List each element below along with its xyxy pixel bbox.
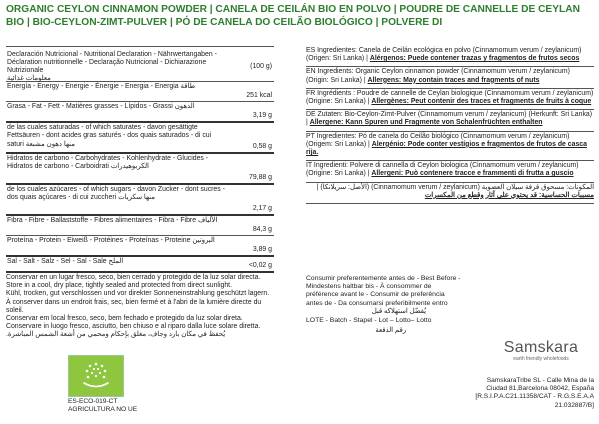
allergen-warning: Allergens: May contain traces and fragments of nuts	[367, 76, 540, 84]
address-line: 21.032887/B]	[554, 401, 594, 409]
nutrition-row-fibre	[6, 216, 274, 236]
storage-line: À conserver dans un endroit frais, sec, bien fermé et à l'abri de la lumière directe du soleil.	[6, 298, 262, 314]
nutrition-row-saturates	[6, 123, 274, 154]
nutrition-row-salt	[6, 257, 274, 273]
ingredients-ar	[306, 183, 594, 204]
allergen-warning: مسببات الحساسية: قد يحتوي على آثار وقطع من المكسرات	[424, 191, 594, 199]
ingredients-text: IT Ingredienti: Polvere di cannella di Ceylon biologica (Cinnamomum verum / zeylanicum) (Origine: Sri Lanka) |	[306, 162, 579, 178]
address-line: [R.S.I.P.A.C21.11358/CAT - R.G.S.E.A.A	[475, 393, 594, 401]
ingredients-text: FR Ingrédients : Poudre de cannelle de Ceylan biologique (Cinnamomum verum / zeylanicum) (Origine: Sri Lanka) |	[306, 89, 594, 106]
allergen-warning: Alergénio: Pode conter vestígios e fragmentos de frutos de casca rija.	[306, 140, 587, 157]
nutrition-row-arabic: الكربوهيدرات	[110, 163, 149, 171]
best-before-arabic: يُفضّل استهلاكه قبل	[371, 307, 426, 315]
storage-line: Conservare in luogo fresco, asciutto, ben chiuso e al riparo dalla luce solare diretta.	[6, 323, 261, 331]
nutrition-row-value: 3,89 g	[252, 245, 272, 253]
ingredients-text: ES Ingredientes: Canela de Ceilán ecológica en polvo (Cinnamomum verum / zeylanicum) (Origen: Sri Lanka) |	[306, 47, 582, 63]
nutrition-row-arabic: الملح	[108, 258, 124, 265]
nutrition-row-value: 84,3 g	[252, 225, 272, 233]
best-before-block	[306, 275, 476, 335]
allergen-warning: Allergeni: Può contenere tracce e frammenti di frutta a guscio	[371, 170, 574, 178]
allergen-warning: Alérgenos: Puede contener trazas y fragmentos de frutos secos	[369, 55, 580, 63]
organic-certification	[68, 398, 137, 414]
nutrition-row-label: Proteína - Protein - Eiweiß - Protéines - Proteínas - Proteine	[7, 237, 191, 244]
storage-arabic: يُحفظ في مكان بارد وجاف، مغلق بإحكام ومحمي من أشعة الشمس المباشرة.	[6, 331, 226, 339]
nutrition-row-label: de los cuales azúcares - of which sugars - davon Zucker - dont sucres - dos quais açúcares - di cui zuccheri	[7, 186, 225, 202]
storage-line: Kühl, trocken, gut verschlossen und vor direkter Sonneneinstrahlung geschützt lagern.	[6, 290, 270, 298]
nutrition-row-carbohydrates	[6, 154, 274, 185]
storage-line: Store in a cool, dry place, tightly sealed and protected from direct sunlight.	[6, 282, 232, 290]
address-line: Ciudad 81,Barcelona 08042, España	[486, 385, 594, 393]
nutrition-row-value: 2,17 g	[252, 204, 272, 212]
nutrition-row-label: Fibra - Fibre - Ballaststoffe - Fibres alimentaires - Fibra - Fibre	[7, 217, 197, 224]
brand-name: Samskara	[503, 339, 579, 356]
nutrition-row-label: de las cuales saturadas - of which saturates - davon gesättigte Fettsäuren - dont acides gras saturés - dos quais saturados - di cui saturi	[7, 124, 212, 148]
allergen-warning: Allergènes: Peut contenir des traces et fragments de fruits à coque	[371, 98, 592, 106]
ingredients-es	[306, 46, 594, 67]
storage-instructions	[6, 274, 274, 340]
nutrition-row-value: 251 kcal	[246, 91, 272, 99]
eu-organic-logo-icon	[68, 355, 124, 397]
nutrition-row-value: 0,58 g	[252, 142, 272, 150]
nutrition-row-arabic: الدهون	[174, 103, 195, 110]
best-before-line: Consumir preferentemente antes de - Best Before -	[306, 275, 461, 282]
certification-origin: AGRICULTURA NO UE	[68, 406, 138, 413]
nutrition-row-value: 79,88 g	[249, 173, 272, 181]
nutrition-row-arabic: الألياف	[197, 217, 218, 224]
lot-arabic: رقم الدفعة	[375, 327, 406, 335]
ingredients-text: EN Ingredients: Organic Ceylon cinnamon powder (Cinnamomum verum / zeylanicum) (Origin: Sri Lanka) |	[306, 68, 570, 84]
nutrition-row-value: 3,19 g	[252, 111, 272, 119]
nutrition-header	[6, 46, 274, 82]
nutrition-row-label: Energía - Energy - Energie - Énergie - Energia - Energia	[7, 83, 179, 90]
nutrition-header-arabic: معلومات غذائية	[7, 75, 51, 83]
ingredients-list	[306, 46, 594, 204]
nutrition-table	[6, 46, 274, 273]
certification-code: ES-ECO-019-CT	[68, 398, 118, 405]
best-before-line: Mindestens haltbar bis - À consommer de	[306, 283, 432, 291]
ingredients-it	[306, 161, 594, 182]
address-line: SamskaraTribe SL - Calle Mina de la	[486, 377, 594, 384]
nutrition-row-sugars	[6, 185, 274, 216]
ingredients-text: DE Zutaten: Bio-Ceylon-Zimt-Pulver (Cinnamomum verum / zeylanicum) (Herkunft: Sri Lanka) |	[306, 111, 593, 127]
nutrition-header-text: Declaración Nutricional - Nutritional Declaration - Nährwertangaben - Déclaration nutritionnelle - Declaração Nutricional - Dichiarazione Nutrizionale	[7, 51, 217, 75]
storage-line: Conservar em local fresco, seco, bem fechado e protegido da luz solar direta.	[6, 315, 243, 323]
brand-tagline: earth friendly wholefoods	[513, 356, 569, 362]
nutrition-row-label: Sal - Salt - Salz - Sel - Sal - Sale	[7, 258, 107, 265]
ingredients-text: المكونات: مسحوق قرفة سيلان العضوية (Cinnamomum verum / zeylanicum) (الأصل: سريلانكا) |	[316, 183, 594, 191]
product-title: ORGANIC CEYLON CINNAMON POWDER | CANELA DE CEILÁN BIO EN POLVO | POUDRE DE CANNELLE DE CEYLAN BIO | BIO-CEYLON-ZIMT-PULVER | PÓ DE CANELA DO CEILÃO BIOLÓGICO | POLVERE DI	[6, 4, 580, 28]
ingredients-text: PT Ingredientes: Pó de canela do Ceilão biológico (Cinnamomum verum / zeylanicum) (Origem: Sri Lanka) |	[306, 132, 570, 148]
ingredients-fr	[306, 89, 594, 110]
brand-logo	[488, 339, 594, 362]
ingredients-de	[306, 110, 594, 131]
nutrition-row-arabic: منها دهون مشبعة	[25, 140, 75, 148]
allergen-warning: Allergene: Kann Spuren und Fragmente von Schalenfrüchten enthalten	[309, 119, 543, 127]
nutrition-header-label	[7, 51, 217, 83]
nutrition-header-amount: (100 g)	[250, 63, 272, 70]
best-before-line: préférence avant le - Consumir de preferência	[306, 291, 445, 299]
storage-line: Conservar en un lugar fresco, seco, bien cerrado y protegido de la luz solar directa.	[6, 274, 261, 281]
nutrition-row-protein	[6, 236, 274, 257]
nutrition-row-arabic: منها سكريات	[118, 194, 155, 202]
nutrition-row-fat	[6, 102, 274, 123]
best-before-line: antes de - Da consumarsi preferibilmente entro	[306, 299, 448, 307]
nutrition-row-label: Grasa - Fat - Fett - Matières grasses - Lípidos - Grassi	[7, 103, 173, 110]
ingredients-pt	[306, 132, 594, 162]
lot-label: LOTE - Batch - Stapel - Lot – Lotto– Lotto	[306, 317, 432, 325]
nutrition-row-energy	[6, 82, 274, 102]
nutrition-row-arabic: البروتين	[192, 237, 215, 244]
nutrition-row-value: <0,02 g	[248, 261, 272, 269]
ingredients-en	[306, 67, 594, 88]
company-address	[419, 377, 594, 410]
nutrition-row-arabic: طاقة	[180, 83, 196, 90]
nutrition-row-label: Hidratos de carbono - Carbohydrates - Kohlenhydrate - Glucides - Hidratos de carbono - Carboidrati	[7, 155, 209, 171]
